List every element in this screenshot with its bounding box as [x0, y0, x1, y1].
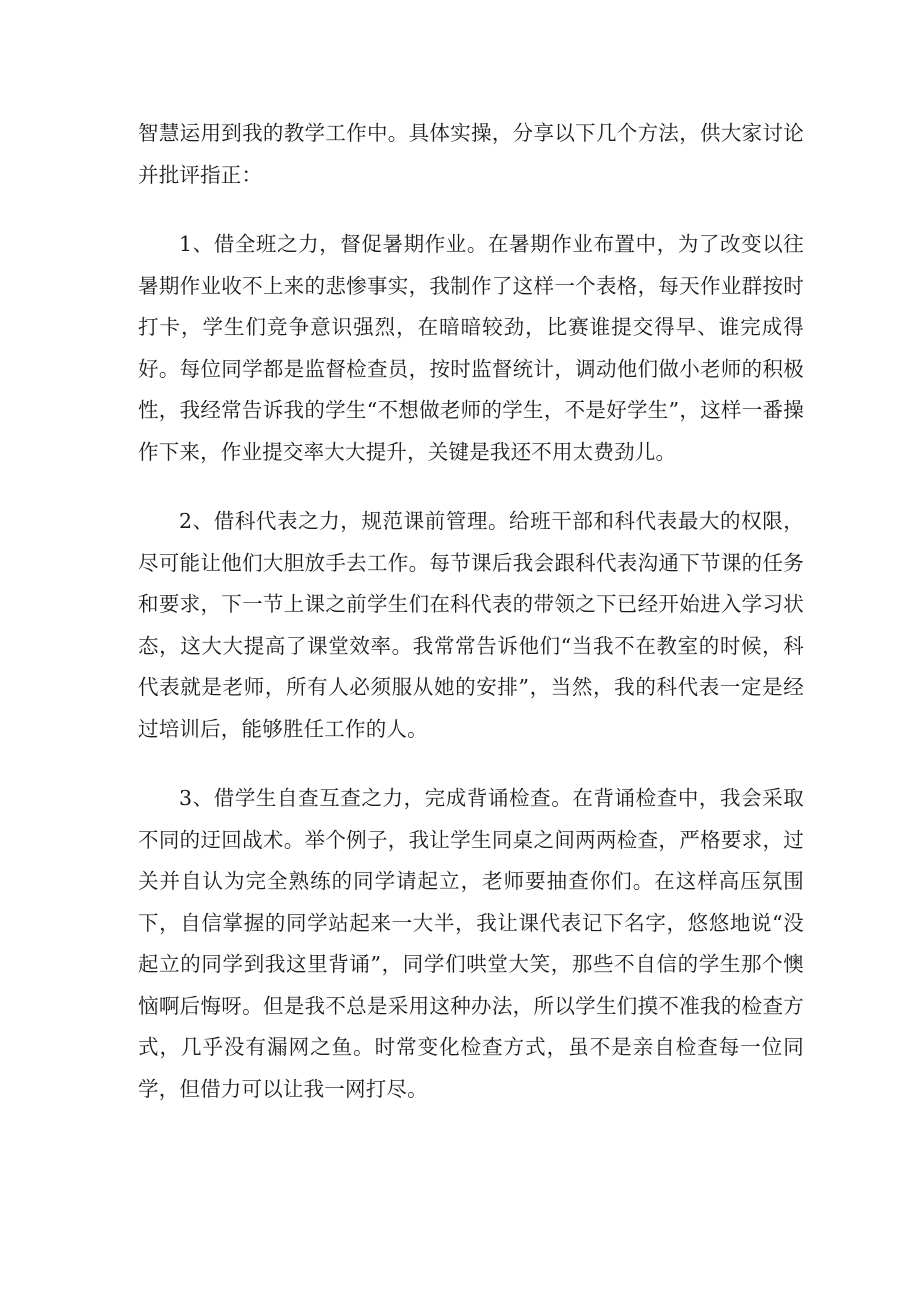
- document-body: [138, 113, 804, 1110]
- paragraph-method-2: 2、借科代表之力，规范课前管理。给班干部和科代表最大的权限，尽可能让他们大胆放手去工作。每节课后我会跟科代表沟通下节课的任务和要求，下一节上课之前学生们在科代表的带领之下已经开始进入学习状态，这大大提高了课堂效率。我常常告诉他们“当我不在教室的时候，科代表就是老师，所有人必须服从她的安排”，当然，我的科代表一定是经过培训后，能够胜任工作的人。: [138, 509, 804, 741]
- paragraph-method-1: 1、借全班之力，督促暑期作业。在暑期作业布置中，为了改变以往暑期作业收不上来的悲惨事实，我制作了这样一个表格，每天作业群按时打卡，学生们竞争意识强烈，在暗暗较劲，比赛谁提交得早、谁完成得好。每位同学都是监督检查员，按时监督统计，调动他们做小老师的积极性，我经常告诉我的学生“不想做老师的学生，不是好学生”，这样一番操作下来，作业提交率大大提升，关键是我还不用太费劲儿。: [138, 232, 804, 464]
- paragraph-intro: 智慧运用到我的教学工作中。具体实操，分享以下几个方法，供大家讨论并批评指正：: [138, 121, 804, 187]
- paragraph-method-3: 3、借学生自查互查之力，完成背诵检查。在背诵检查中，我会采取不同的迂回战术。举个例子，我让学生同桌之间两两检查，严格要求，过关并自认为完全熟练的同学请起立，老师要抽查你们。在这样高压氛围下，自信掌握的同学站起来一大半，我让课代表记下名字，悠悠地说“没起立的同学到我这里背诵”，同学们哄堂大笑，那些不自信的学生那个懊恼啊后悔呀。但是我不总是采用这种办法，所以学生们摸不准我的检查方式，几乎没有漏网之鱼。时常变化检查方式，虽不是亲自检查每一位同学，但借力可以让我一网打尽。: [138, 786, 804, 1101]
